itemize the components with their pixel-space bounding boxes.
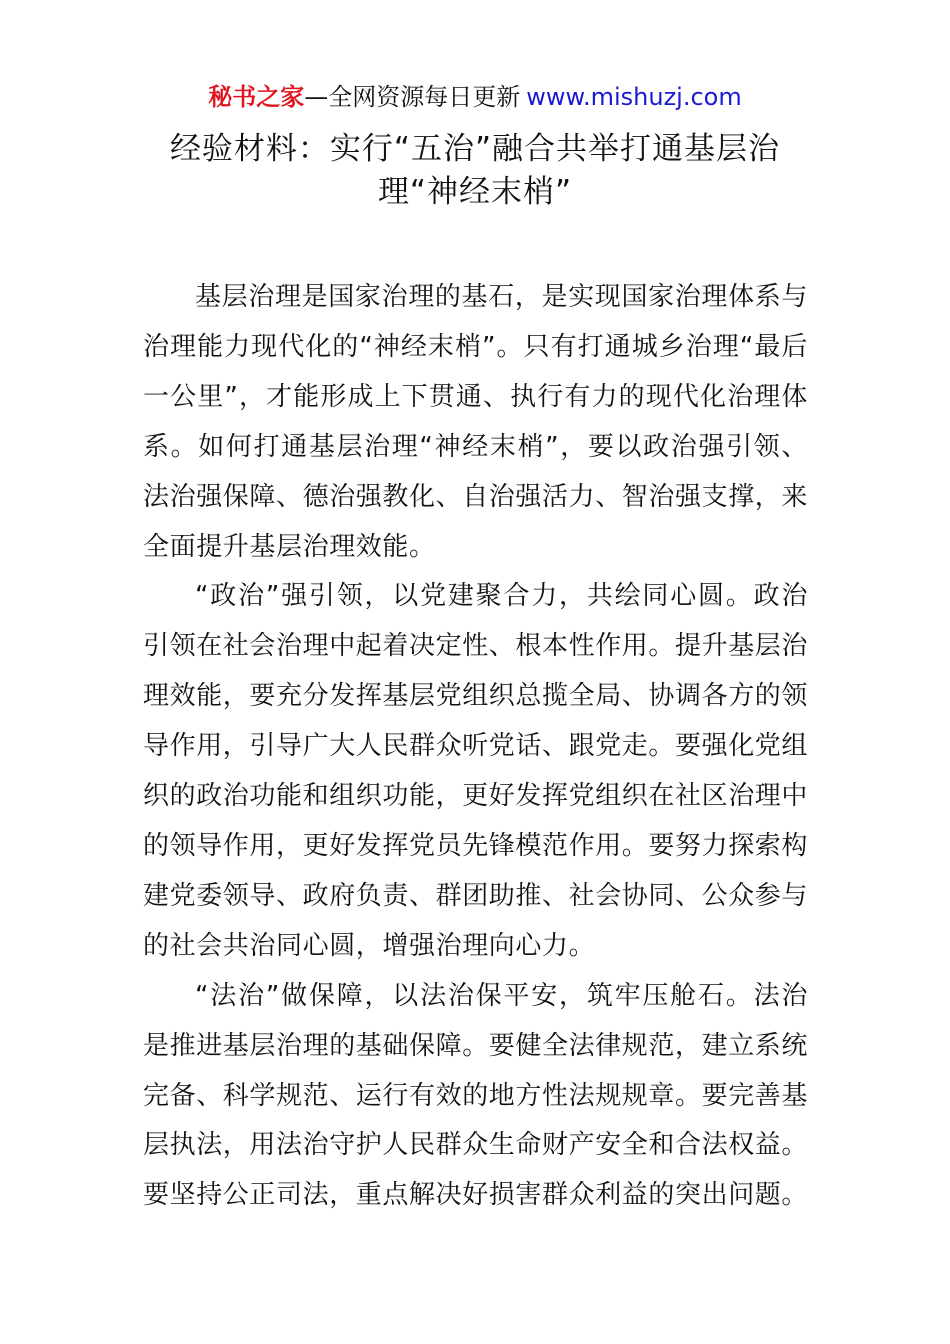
paragraph: “政治”强引领，以党建聚合力，共绘同心圆。政治引领在社会治理中起着决定性、根本性作用。提升基层治理效能，要充分发挥基层党组织总揽全局、协调各方的领导作用，引导广大人民群众听党话、跟党走。要强化党组织的政治功能和组织功能，更好发挥党组织在社区治理中的领导作用，更好发挥党员先锋模范作用。要努力探索构建党委领导、政府负责、群团助推、社会协同、公众参与的社会共治同心圆，增强治理向心力。: [143, 581, 809, 961]
paragraph: “法治”做保障，以法治保平安，筑牢压舱石。法治是推进基层治理的基础保障。要健全法律规范，建立系统完备、科学规范、运行有效的地方性法规规章。要完善基层执法，用法治守护人民群众生命财产安全和合法权益。要坚持公正司法，重点解决好损害群众利益的突出问题。: [143, 980, 809, 1211]
brand-name: 秘书之家: [208, 83, 305, 111]
site-tagline: —全网资源每日更新: [304, 83, 521, 111]
document-body: [143, 273, 808, 1221]
site-url-link[interactable]: www.mishuzj.com: [526, 83, 742, 111]
site-header: [0, 80, 950, 114]
paragraph: 基层治理是国家治理的基石，是实现国家治理体系与治理能力现代化的“神经末梢”。只有打通城乡治理“最后一公里”，才能形成上下贯通、执行有力的现代化治理体系。如何打通基层治理“神经末梢”，要以政治强引领、法治强保障、德治强教化、自治强活力、智治强支撑，来全面提升基层治理效能。: [143, 282, 809, 562]
document-title: 经验材料：实行“五治”融合共举打通基层治理“神经末梢”: [169, 131, 781, 210]
